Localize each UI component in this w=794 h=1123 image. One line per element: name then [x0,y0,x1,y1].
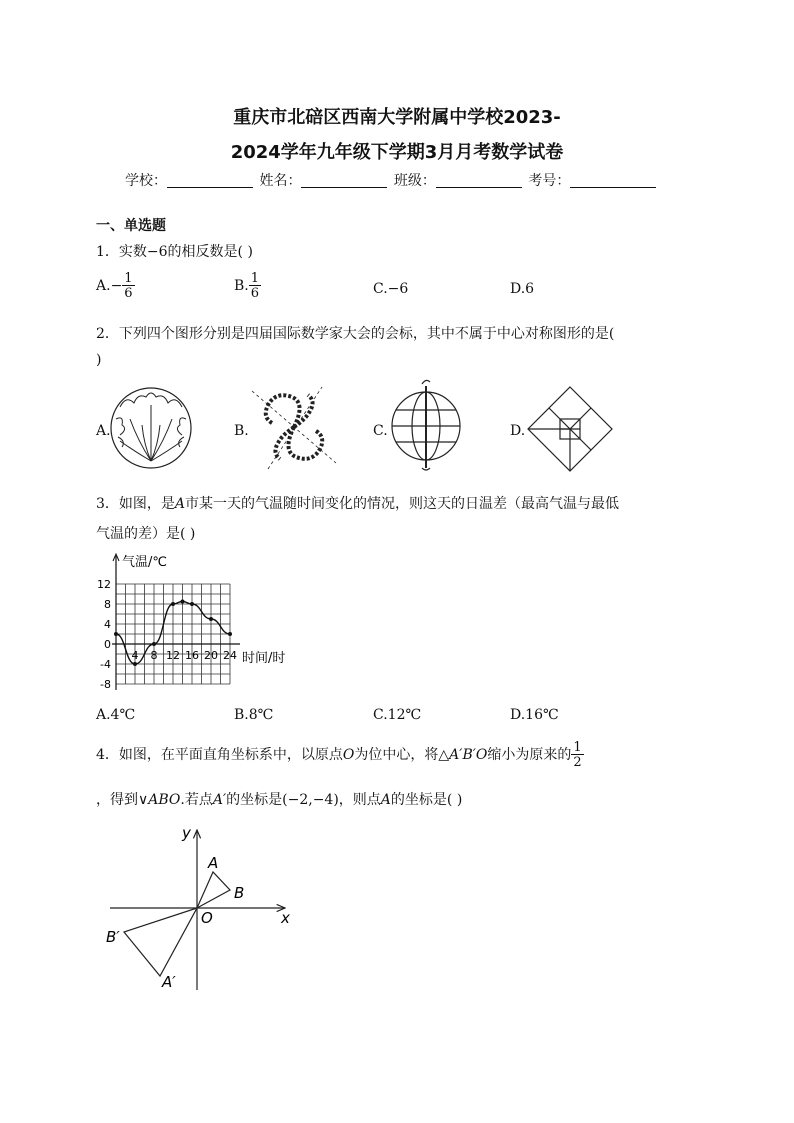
origin-label: O [201,909,213,927]
q4-part6: 的坐标是 [226,792,283,808]
q3-city-letter: A [174,496,186,512]
q4-stem-line1 [96,741,584,769]
q1-option-b[interactable] [234,272,261,300]
q1-b-num: 1 [250,271,260,286]
q4-part7: ，则点 [338,792,381,808]
temperature-point [133,662,137,666]
q2-stem-line2: ) [96,352,102,368]
school-blank[interactable] [167,173,253,188]
x-tick-label: 24 [223,649,237,662]
q1-option-c[interactable]: C.−6 [373,281,409,297]
name-blank[interactable] [301,173,387,188]
q4-part3: 缩小为原来的 [487,747,572,763]
temperature-point [152,642,156,646]
temperature-point [228,632,232,636]
q4-stem-line2 [96,789,462,809]
q4-point-a: A [380,792,391,808]
class-label: 班级： [393,173,436,189]
x-tick-label: 4 [131,649,139,662]
x-tick-label: 16 [185,649,199,662]
q2-logo-a [108,385,194,471]
q2-logo-d [524,385,616,475]
class-blank[interactable] [436,173,522,188]
q3-stem-part1: 3．如图，是 [96,496,175,512]
exam-title-line1: 重庆市北碚区西南大学附属中学校2023- [233,107,561,128]
q2-option-b-label[interactable]: B. [234,423,249,439]
school-label: 学校： [125,173,167,189]
q4-triangle-prime: A′B′O [449,747,488,763]
q1-a-fraction [122,272,134,300]
q1-a-prefix: A. [96,278,111,294]
temperature-point [190,602,194,606]
point-b-label: B [234,884,245,902]
exam-title-line2: 2024学年九年级下学期3月月考数学试卷 [230,142,564,163]
q3-stem-line2: 气温的差）是( ) [96,526,196,542]
q3-option-d[interactable]: D.16℃ [510,707,559,723]
exam-number-label: 考号： [528,173,571,189]
x-tick-label: 20 [204,649,218,662]
temperature-chart [86,548,336,698]
triangle-aprime-bprime-o [124,908,197,976]
temperature-point [114,632,118,636]
y-tick-label: 4 [104,618,111,631]
x-axis-title: 时间/时 [242,651,286,666]
q1-b-den: 6 [250,286,260,301]
q1-option-a[interactable] [96,272,135,300]
q4-part1: 4．如图，在平面直角坐标系中，以原点 [96,747,343,763]
q4-part4: ，得到 [96,792,138,808]
q1-stem: 1．实数−6的相反数是( ) [96,244,253,260]
x-axis-label: x [281,909,290,927]
q1-a-sign: − [110,278,123,294]
point-a-label: A [208,854,219,872]
q3-stem-part2: 市某一天的气温随时间变化的情况，则这天的日温差（最高气温与最低 [185,496,620,512]
y-axis-label: y [182,824,191,842]
q4-part5: .若点 [180,792,213,808]
q3-option-a[interactable]: A.4℃ [96,707,136,723]
name-label: 姓名： [259,173,302,189]
section-heading: 一、单选题 [96,218,166,234]
temperature-point [181,600,185,604]
exam-number-blank[interactable] [570,173,656,188]
q1-a-num: 1 [124,271,133,286]
q2-option-a-label[interactable]: A. [96,423,111,439]
q1-b-prefix: B. [234,278,249,294]
point-bprime-label: B′ [106,928,120,946]
x-tick-label: 12 [166,649,180,662]
q2-logo-c [386,378,466,472]
q1-option-d[interactable]: D.6 [510,281,535,297]
y-tick-label: -8 [100,678,111,691]
q2-option-d-label[interactable]: D. [510,423,526,439]
y-tick-label: 8 [104,598,111,611]
q4-coordinate: (−2,−4) [282,792,339,808]
q2-logo-b [248,383,340,473]
temperature-point [209,617,213,621]
y-tick-label: 12 [97,578,111,591]
q4-frac-den: 2 [573,755,582,770]
triangle-abo [197,872,230,908]
q4-part8: 的坐标是( ) [390,792,463,808]
q3-option-c[interactable]: C.12℃ [373,707,422,723]
point-aprime-label: A′ [162,973,176,991]
q1-b-fraction [249,272,261,300]
coordinate-figure [100,820,300,995]
q3-stem-line1 [96,493,619,513]
y-tick-label: -4 [100,658,111,671]
q4-point-aprime: A′ [212,792,227,808]
q2-option-c-label[interactable]: C. [373,423,388,439]
q3-option-b[interactable]: B.8℃ [234,707,274,723]
y-tick-label: 0 [104,638,111,651]
temperature-point [171,602,175,606]
q4-origin-letter: O [342,747,355,763]
q4-frac-num: 1 [573,740,582,755]
student-info-row [125,170,658,190]
q4-fraction [571,741,583,769]
q4-part2: 为位中心，将△ [354,747,450,763]
x-tick-label: 8 [150,649,158,662]
q4-triangle: ∨ABO [138,792,181,808]
y-axis-title: 气温/℃ [122,555,167,570]
q2-stem-line1: 2．下列四个图形分别是四届国际数学家大会的会标，其中不属于中心对称图形的是( [96,326,615,342]
q1-a-den: 6 [124,286,133,301]
